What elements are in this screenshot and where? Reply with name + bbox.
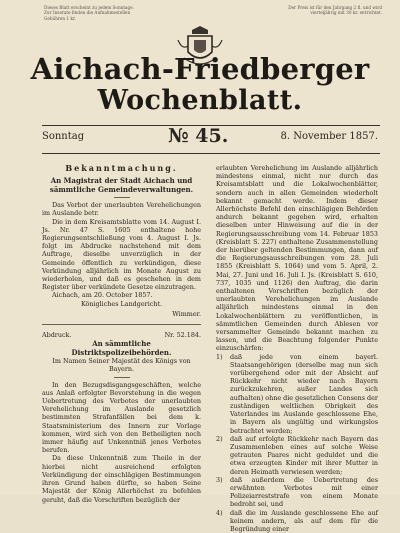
announcement-body: Die in dem Kreisamtsblatte vom 14. August I. Js. Nr. 47 S. 1605 enthaltene hohe Regierungsentschließung vom 4. August I. Js. folgt im Abdrucke nachstehend mit dem Auftrage, dieselbe unverzüglich in der Gemeinde öffentlich zu verkündigen, diese Verkündung alljährlich im Monate August zu wiederholen, und daß es geschehen in dem Register über verkündete Gesetze einzutragen. — [42, 217, 201, 292]
right-column — [216, 164, 378, 533]
list-item-text: daß jede von einem bayerl. Staatsangehörigen (derselbe mag nun sich vorübergehend oder mit der Absicht auf Rückkehr nicht wieder nach Bayern zurückzukehren, außer Landes sich aufhalten) ohne die gesetzlichen Consens der zuständigen weltlichen Obrigkeit des Vaterlandes im Auslande geschlossene Ehe, in Bayern als ungültig und wirkungslos betrachtet werden; — [230, 352, 378, 435]
issue-number: № 45. — [168, 125, 229, 147]
divider — [114, 377, 130, 378]
circular-paragraph-1: In den Bezugsdisgangsgeschäften, welche aus Anlaß erfolgter Bevorstehung in die wegen Uebertretung des Verbotes der unerlaubten Verehelichung im Auslande gesetzlich bestimmten Strafanfällen bei dem k. Staatsministerium des Innern zur Vorlage kommen, wird sich von den Betheiligten noch immer häufig auf Unkenntniß jenes Verbotes berufen. — [42, 380, 201, 455]
announcement-office: Königliches Landgericht. — [80, 299, 163, 308]
issue-date: 8. November 1857. — [280, 131, 378, 142]
subscription-note: Dieses Blatt erscheint zu jedem Sonntage. Zur Inserate finden die Aufnahmestellen Gebühren 1 kr. — [44, 5, 135, 21]
announcement-heading: Bekanntmachung. — [65, 163, 178, 173]
announcement-signature: Wimmer. — [172, 309, 201, 318]
masthead-rule-bottom — [42, 153, 380, 154]
list-item — [216, 509, 378, 533]
reference-number: Nr. 52.184. — [164, 331, 201, 340]
points-list — [216, 353, 378, 533]
masthead-title-line2: Wochenblatt. — [97, 85, 303, 116]
list-item-text: daß die im Auslande geschlossene Ehe auf keinem andern, als auf dem für die Begründung einer — [230, 508, 378, 533]
issue-line — [42, 125, 380, 150]
list-item-number: 2) — [216, 434, 223, 443]
announcement-subject: Das Verbot der unerlaubten Verehelichungen im Auslande betr. — [42, 201, 201, 218]
price-note: Der Preis ist für den Jahrgang 2 fl. und wird vierteljährig mit 30 kr. entrichtet. — [288, 5, 382, 16]
section-divider — [42, 324, 201, 325]
reference-row — [42, 331, 201, 339]
list-item-text: daß auf erfolgte Rückkehr nach Bayern das Zusammenleben eines auf solche Weise getrauten Paares nicht geduldet und die etwa erzeugten Kinder mit ihrer Mutter in deren Heimath verwiesen werden; — [230, 434, 378, 476]
list-item — [216, 476, 378, 509]
divider — [114, 197, 130, 198]
circular-royal-formula: Im Namen Seiner Majestät des Königs von Bayern. — [52, 357, 191, 374]
list-item-number: 4) — [216, 508, 223, 517]
masthead-title-line1: Aichach-Friedberger — [30, 52, 370, 86]
announcement-date: Aichach, am 20. October 1857. — [52, 291, 153, 300]
issue-day: Sonntag — [42, 131, 85, 142]
reference-label: Abdruck. — [42, 331, 72, 340]
list-item-number: 1) — [216, 352, 223, 361]
list-item — [216, 353, 378, 435]
list-item-text: daß außerdem die Uebertretung des erwähnten Verbotes mit einer Polizeiarreststrafe von einem Monate bedroht sei, und — [230, 475, 378, 509]
circular-paragraph-2: Da diese Unkenntniß zum Theile in der hierbei nicht ausreichend erfolgten Verkündigung der einschlägigen Bestimmungen ihren Grund haben dürfte, so haben Seine Majestät der König Allerhöchst zu befehlen geruht, daß die Vorschriften bezüglich der — [42, 454, 201, 504]
list-item — [216, 435, 378, 476]
circular-addressee: An sämmtliche Distriktspolizeibehörden. — [71, 339, 172, 358]
announcement-addressee: An Magistrat der Stadt Aichach und sämmtliche Gemeindeverwaltungen. — [49, 176, 194, 195]
left-column — [42, 164, 201, 504]
circular-continuation: erlaubten Verehelichung im Auslande alljährlich mindestens einmal, nicht nur durch das Kreisamtsblatt und die Lokalwochenblätter, sondern auch in allen Gemeinden wiederholt bekannt gemacht werde. Indem dieser Allerhöchste Befehl den einschlägigen Behörden andurch bekannt gegeben wird, erhalten dieselben unter Hinweisung auf die in der Regierungsausschreibung vom 14. Februar 1853 (Kreisblatt S. 227) enthaltene Zusammenstellung der hierüber geltenden Bestimmungen, dann auf die Regierungsausschreibungen vom 28. Juli 1855 (Kreisblatt S. 1064) und vom 5. April, 2. Mai, 27. Juni und 16. Juli I. Js. (Kreisblatt S. 610, 737, 1035 und 1126) den Auftrag, die darin enthaltenen Vorschriften bezüglich der unerlaubten Verehelichungen im Auslande alljährlich mindestens einmal in den Lokalwochenblättern zu veröffentlichen, in sämmtlichen Gemeinden durch Ablesen vor versammelter Gemeinde bekannt machen zu lassen, und die Beachtung folgender Punkte einzuschärfen: — [216, 164, 378, 353]
list-item-number: 3) — [216, 475, 223, 484]
